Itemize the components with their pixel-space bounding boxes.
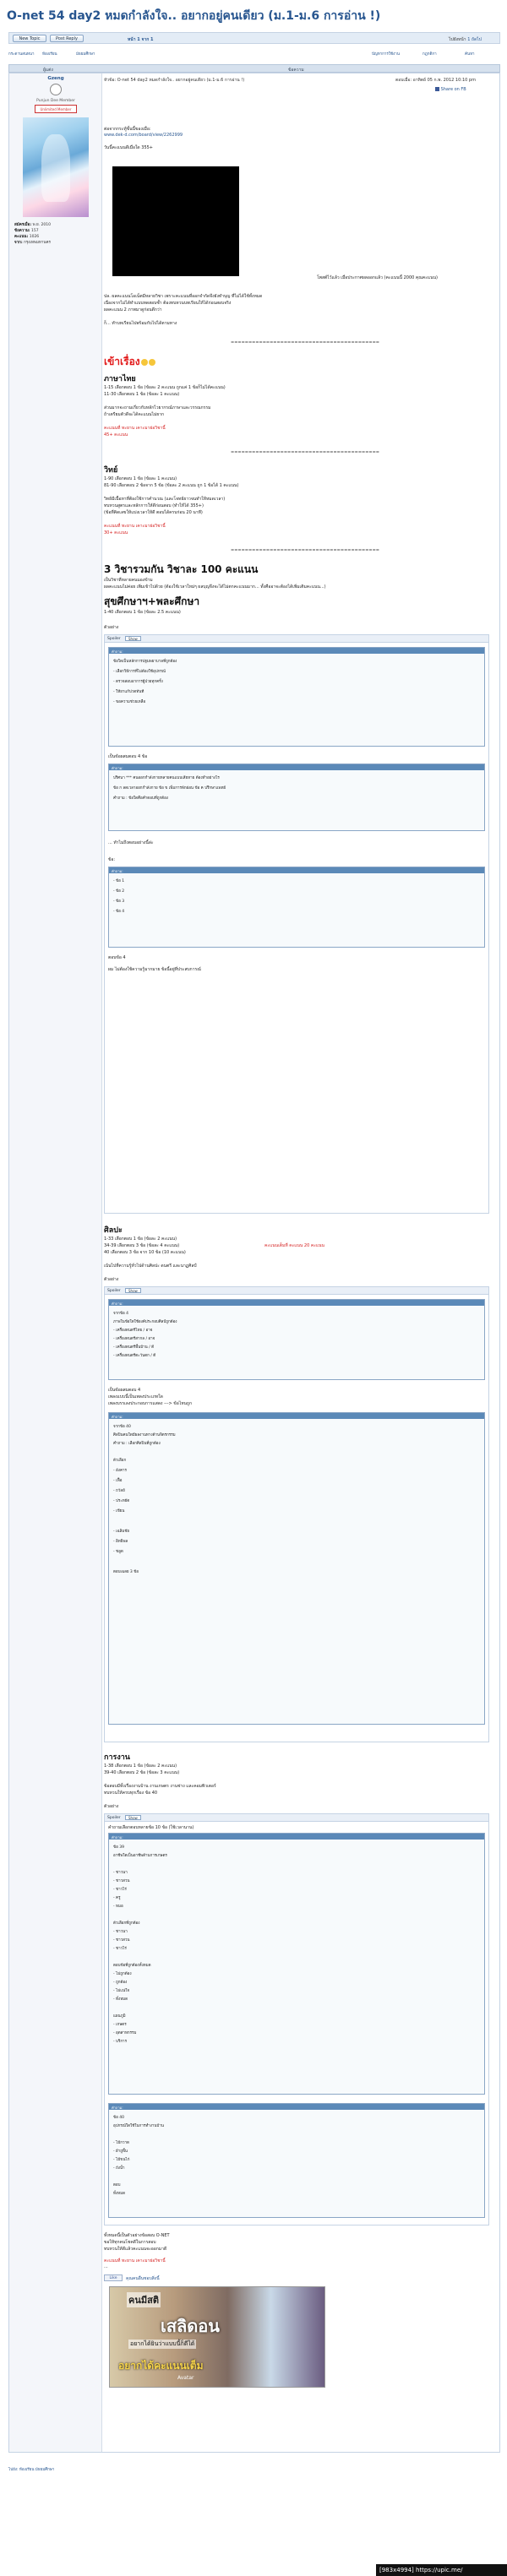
breadcrumb-secondary[interactable]: มัธยมศึกษา <box>76 52 95 57</box>
separator: ========================================== <box>231 340 379 345</box>
like-text[interactable]: คุณคนอื่นชอบสิ่งนี้ <box>126 2276 160 2281</box>
breadcrumb-classroom[interactable]: ห้องเรียน <box>42 52 57 57</box>
post <box>8 73 500 2453</box>
separator: ========================================== <box>231 548 379 553</box>
author-rank: Punjun Dee Member <box>36 99 75 103</box>
author-sidebar <box>9 73 102 2452</box>
quote-box: คำถาม: จากข้อ 4 ภาพในข้อใดใช้องค์ประกอบศิลป์ถูกต้อง - เครื่องดนตรีไทย / อาจ - เครื่องดนตรีสากล / อาจ - เครื่องดนตรีพื้นบ้าน / ดี - เครื่องดนตรีตะวันตก / ดี <box>108 1299 485 1380</box>
breadcrumb <box>8 49 500 57</box>
avatar <box>23 117 89 217</box>
post-reply-button[interactable]: Post Reply <box>50 35 84 42</box>
quote-box: คำถาม: ข้อ 39 อาชีพใดเป็นอาชีพด้านการเกษตร - ชาวนา - ชาวสวน - ชาวไร่ - ครู - หมอ ตัวเลือกที่ถูกต้อง - ชาวนา - ชาวสวน - ชาวไร่ ตอบข้อที่ถูกต้องทั้งหมด - ไม่ถูกต้อง - ถูกต้อง - ไม่แน่ใจ - ทั้งหมด แผนภูมิ - เกษตร - อุตสาหกรรม - บริการ <box>108 1833 485 2095</box>
watermark: [983x4994] https://upic.me/ <box>376 2564 507 2576</box>
action-bar <box>8 32 500 44</box>
art-spoiler: Spoiler Show คำถาม: จากข้อ 4 ภาพในข้อใดใช้องค์ประกอบศิลป์ถูกต้อง - เครื่องดนตรีไทย / อาจ - เครื่องดนตรีสากล / อาจ - เครื่องดนตรีพื้นบ้าน / ดี - เครื่องดนตรีตะวันตก / ดี เป็นข้อผสมตอบ 4 เพลงแบบนี้เป็นเพลงประเภทใด เพลงบรรเลงประกอบการแสดง ---> ข้อไหนถูก คำถาม: จากข้อ 40 ศิลปินคนใดมีผลงานทางด้านจิตรกรรม คำถาม : เลือกศิลปินที่ถูกต้อง ตัวเลือก - อังคาร - เฟื้อ - ถวัลย์ - ประหยัด - เขียน - เฉลิมชัย - อิทธิพล - ชลูด ตอบเฉลย 3 ข้อ <box>104 1286 489 1742</box>
quote-box: คำถาม: - ข้อ 1 - ข้อ 2 - ข้อ 3 - ข้อ 4 <box>108 867 485 948</box>
score-image-caption: โพสต์ไว้แล้ว เมื่อประกาศผลออกแล้ว (คะแนนนี้ 2000 คุณคะแนน) <box>317 275 438 280</box>
health-spoiler: Spoiler Show คำถาม: ข้อใดเป็นหลักการปฐมพยาบาลที่ถูกต้อง - เลือกวิธีการที่ไม่ต้องใช้อุปกรณ์ - ตรวจสอบอาการผู้ป่วยทุกครั้ง - ให้ยาแก้ปวดทันที - ขอความช่วยเหลือ เป็นข้อผสมตอบ 4 ข้อ คำถาม: ปริศนา *** คนออกกำลังกายหลายคนแบบเสียหาย ต้องทำอย่างไร ข้อ ก ลดเวลาออกกำลังกาย ข้อ ข เพิ่มการพักผ่อน ข้อ ค ปรึกษาแพทย์ คำถาม : ข้อใดคือคำตอบที่ถูกต้อง ... ทำไมถึงตอบอย่างนี้ล่ะ ข้อ: คำถาม: - ข้อ 1 - ข้อ 2 - ข้อ 3 - ข้อ 4 ตอบข้อ 4 ผม ไม่ต้องใช้ความรู้มากมาย ข้อนี้อยู่ที่ประสบการณ์ <box>104 634 489 1214</box>
spoiler-show-button[interactable]: Show <box>125 1288 141 1293</box>
page-link[interactable]: 1 <box>467 37 471 42</box>
page-indicator: หน้า 1 จาก 1 <box>128 37 154 42</box>
search-link[interactable]: ค้นหา <box>465 52 475 57</box>
post-subject: หัวข้อ: O-net 54 day2 หมดกำลังใจ.. อยากอยู่คนเดียว (ม.1-ม.6 การอ่าน !) <box>104 78 245 83</box>
quote-box: คำถาม: ข้อ 40 อุปกรณ์ใดใช้ในการทำงานบ้าน - ไม้กวาด - ผ้าถูพื้น - ไม้ขนไก่ - ถังน้ำ ตอบ ทั้งหมด <box>108 2103 485 2218</box>
facebook-icon <box>435 87 439 91</box>
work-spoiler: Spoiler Show คำถามเลือกตอบหลายข้อ 10 ข้อ (ใช้เวลานาน) คำถาม: ข้อ 39 อาชีพใดเป็นอาชีพด้านการเกษตร - ชาวนา - ชาวสวน - ชาวไร่ - ครู - หมอ ตัวเลือกที่ถูกต้อง - ชาวนา - ชาวสวน - ชาวไร่ ตอบข้อที่ถูกต้องทั้งหมด - ไม่ถูกต้อง - ถูกต้อง - ไม่แน่ใจ - ทั้งหมด แผนภูมิ - เกษตร - อุตสาหกรรม - บริการ คำถาม: ข้อ 40 อุปกรณ์ใดใช้ในการทำงานบ้าน - ไม้กวาด - ผ้าถูพื้น - ไม้ขนไก่ - ถังน้ำ ตอบ ทั้งหมด <box>104 1813 489 2225</box>
message-column: ข้อความ <box>288 68 304 73</box>
next-page-link[interactable]: ถัดไป <box>471 37 482 42</box>
thai-heading: ภาษาไทย <box>104 375 136 383</box>
smile-icon <box>149 359 155 366</box>
like-row <box>104 2274 498 2283</box>
work-score: ... <box>104 2264 108 2269</box>
post-header <box>104 75 498 85</box>
art-red-note: คะแนนเต็มที่ คะแนน 20 คะแนน <box>264 1243 324 1248</box>
quote-box: คำถาม: ปริศนา *** คนออกกำลังกายหลายคนแบบเสียหาย ต้องทำอย่างไร ข้อ ก ลดเวลาออกกำลังกาย ข้อ ข เพิ่มการพักผ่อน ข้อ ค ปรึกษาแพทย์ คำถาม : ข้อใดคือคำตอบที่ถูกต้อง <box>108 764 485 831</box>
jump-to-link[interactable]: ไปยัง: ห้องเรียน มัธยมศึกษา <box>8 2468 55 2472</box>
signature-banner: คนมีสติ เสลิดอน อยากได้ยินว่าแบบนี้ก็ดีได้ อยากได้คะแนนเต็ม Avatar <box>109 2286 325 2388</box>
rank-badge: Unlimited Member <box>35 105 77 113</box>
science-heading: วิทย์ <box>104 466 118 475</box>
new-topic-button[interactable]: New Topic <box>13 35 46 42</box>
quote-box: คำถาม: จากข้อ 40 ศิลปินคนใดมีผลงานทางด้านจิตรกรรม คำถาม : เลือกศิลปินที่ถูกต้อง ตัวเลือก - อังคาร - เฟื้อ - ถวัลย์ - ประหยัด - เขียน - เฉลิมชัย - อิทธิพล - ชลูด ตอบเฉลย 3 ข้อ <box>108 1412 485 1725</box>
breadcrumb-forum[interactable]: กระดานสนทนา <box>8 52 35 57</box>
art-heading: ศิลปะ <box>104 1226 123 1235</box>
thai-score: 45+ คะแนน <box>104 432 128 437</box>
smile-icon <box>141 359 148 366</box>
section-start-heading: เข้าเรื่อง <box>104 354 155 370</box>
spoiler-show-button[interactable]: Show <box>125 636 141 641</box>
like-button[interactable]: Like <box>104 2274 123 2281</box>
quote-box: คำถาม: ข้อใดเป็นหลักการปฐมพยาบาลที่ถูกต้อง - เลือกวิธีการที่ไม่ต้องใช้อุปกรณ์ - ตรวจสอบอาการผู้ป่วยทุกครั้ง - ให้ยาแก้ปวดทันที - ขอความช่วยเหลือ <box>108 647 485 747</box>
rules-link[interactable]: กฎกติกา <box>422 52 437 57</box>
work-heading: การงาน <box>104 1753 130 1762</box>
score-image <box>112 166 239 276</box>
share-facebook-button[interactable]: Share on FB <box>435 87 466 92</box>
thread-title[interactable]: O-net 54 day2 หมดกำลังใจ.. อยากอยู่คนเดียว (ม.1-ม.6 การอ่าน !) <box>7 9 381 23</box>
spoiler-show-button[interactable]: Show <box>125 1815 141 1820</box>
post-date: ตอบเมื่อ: อาทิตย์ 05 ก.พ. 2012 10:10 pm <box>395 78 476 83</box>
online-status-icon <box>50 84 62 95</box>
jump-to-forum <box>8 2466 500 2475</box>
three-subjects-heading: 3 วิชารวมกัน วิชาละ 100 คะแนน <box>104 563 259 575</box>
thread-header <box>8 64 500 73</box>
separator: ========================================== <box>231 450 379 455</box>
author-name[interactable]: Gzeng <box>47 76 64 81</box>
post-content: หัวข้อ: O-net 54 day2 หมดกำลังใจ.. อยากอยู่คนเดียว (ม.1-ม.6 การอ่าน !) ตอบเมื่อ: อาทิตย์ 05 ก.พ. 2012 10:10 pm Share on FB ต่อจากกระทู้ขั้นนี้ของเมื่อ: www.dek-d.com/board/view/2262999 วันนี้คะแนนดีเมื่อใด 355+ โพสต์ไว้แล้ว เมื่อประกาศผลออกแล้ว (คะแนนนี้ 2000 คุณคะแนน) ปล. ผลคะแนนโอเน็ตมีหลายวิชา เพราะคะแนนที่ออกจำกัดจึงยังทำบุญ ที่ไม่ได้ใช้ทั้งหมด เนื่องจากไม่ได้ทำแบบทดสอบซ้ำ ต้องทบทวนบทเรียนให้ได้ก่อนสอบจริง ผลคะแนน 2 ภาพมาดูก่อนดีกว่า ก็... ทำบทเรียนไปพร้อมกับไปได้ตามทาง ========================================== เข้าเรื่อง ภาษาไทย 1-15 เลือกตอบ 1 ข้อ (ข้อละ 2 คะแนน ถูกแค่ 1 ข้อก็ไม่ได้คะแนน) 11-30 เลือกตอบ 1 ข้อ (ข้อละ 1 คะแนน) ส่วนมากจะถามเกี่ยวกับหลักไวยากรณ์ภาษาและวรรณกรรม ถ้าเตรียมตัวดีจะได้คะแนนไม่ยาก คะแนนที่ ทะยาน เคาะมาย่อวิชานี้ 45+ คะแนน ========================================== วิทย์ 1-90 เลือกตอบ 1 ข้อ (ข้อละ 1 คะแนน) 81-90 เลือกตอบ 2 ข้อจาก 5 ข้อ (ข้อละ 2 คะแนน ถูก 1 ข้อได้ 1 คะแนน) วิทย์มีเนื้อหาที่ต้องใช้การคำนวณ (และโจทย์ยาวจนทำให้หมดเวลา) ทบทวนสูตรและหลักการให้ดีก่อนสอบ (ทำให้ได้ 355+) (ข้อที่คิดเลขให้แบ่งเวลาให้ดี ตอบได้ครบก่อน 20 นาที) คะแนนที่ ทะยาน เคาะมาย่อวิชานี้ 30+ คะแนน ========================================== 3 วิชารวมกัน วิชาละ 100 คะแนน เป็นวิชาที่หลายคนมองข้าม ผลคะแนนไม่ค่อย เพิ่มเข้าไปด้วย (ต้องใช้เวลาใหม่ๆ ผลบุญจึงจะได้ไม่ตกคะแนนมาก... ทั้งคืออาจะต้องได้เพิ่มเติมคะแนน...) สุขศึกษาฯ+พละศึกษา 1-40 เลือกตอบ 1 ข้อ (ข้อละ 2.5 คะแนน) ตัวอย่าง Spoiler Show คำถาม: ข้อใดเป็นหลักการปฐมพยาบาลที่ถูกต้อง - เลือกวิธีการที่ไม่ต้องใช้อุปกรณ์ - ตรวจสอบอาการผู้ป่วยทุกครั้ง - ให้ยาแก้ปวดทันที - ขอความช่วยเหลือ เป็นข้อผสมตอบ 4 ข้อ คำถาม: ปริศนา *** คนออกกำลังกายหลายคนแบบเสียหาย ต้องทำอย่างไร ข้อ ก ลดเวลาออกกำลังกาย ข้อ ข เพิ่มการพักผ่อน ข้อ ค ปรึกษาแพทย์ คำถาม : ข้อใดคือคำตอบที่ถูกต้อง ... ทำไมถึงตอบอย่างนี้ล่ะ ข้อ: คำถาม: - ข้อ 1 - ข้อ 2 - ข้อ 3 - ข้อ 4 ตอบข้อ 4 ผม ไม่ต้องใช้ความรู้มากมาย ข้อนี้อยู่ที่ประสบการณ์ ศิลปะ 1-33 เลือกตอบ 1 ข้อ (ข้อละ 2 คะแนน) 34-39 เลือกตอบ 3 ข้อ (ข้อละ 4 คะแนน) 40 เลือกตอบ 3 ข้อ จาก 10 ข้อ (10 คะแนน) คะแนนเต็มที่ คะแนน 20 คะแนน เน้นไปที่ความรู้ทั่วไปด้านศิลปะ ดนตรี และนาฏศิลป์ ตัวอย่าง Spoiler Show คำถาม: จากข้อ 4 ภาพในข้อใดใช้องค์ประกอบศิลป์ถูกต้อง - เครื่องดนตรีไทย / อาจ - เครื่องดนตรีสากล / อาจ - เครื่องดนตรีพื้นบ้าน / ดี - เครื่องดนตรีตะวันตก / ดี เป็นข้อผสมตอบ 4 เพลงแบบนี้เป็นเพลงประเภทใด เพลงบรรเลงประกอบการแสดง ---> ข้อไหนถูก คำถาม: จากข้อ 40 ศิลปินคนใดมีผลงานทางด้านจิตรกรรม คำถาม : เลือกศิลปินที่ถูกต้อง ตัวเลือก - อังคาร - เฟื้อ - ถวัลย์ - ประหยัด - เขียน - เฉลิมชัย - อิทธิพล - ชลูด ตอบเฉลย 3 ข้อ การงาน 1-38 เลือกตอบ 1 ข้อ (ข้อละ 2 คะแนน) 39-40 เลือกตอบ 2 ข้อ (ข้อละ 3 คะแนน) ข้อสอบมีทั้งเรื่องงานบ้าน งานเกษตร งานช่าง และคอมพิวเตอร์ ทบทวนให้ครบทุกเรื่อง ข้อ 40 ตัวอย่าง Spoiler Show คำถามเลือกตอบหลายข้อ 10 ข้อ (ใช้เวลานาน) คำถาม: ข้อ 39 อาชีพใดเป็นอาชีพด้านการเกษตร - ชาวนา - ชาวสวน - ชาวไร่ - ครู - หมอ ตัวเลือกที่ถูกต้อง - ชาวนา - ชาวสวน - ชาวไร่ ตอบข้อที่ถูกต้องทั้งหมด - ไม่ถูกต้อง - ถูกต้อง - ไม่แน่ใจ - ทั้งหมด แผนภูมิ - เกษตร - อุตสาหกรรม - บริการ คำถาม: ข้อ 40 อุปกรณ์ใดใช้ในการทำงานบ้าน - ไม้กวาด - ผ้าถูพื้น - ไม้ขนไก่ - ถังน้ำ ตอบ ทั้งหมด ทั้งหมดนี้เป็นตัวอย่างข้อสอบ O-NET ขอให้ทุกคนโชคดีในการสอบ ทบทวนให้ดีแล้วคะแนนจะออกมาดี คะแนนที่ ทะยาน เคาะมาย่อวิชานี้ ... Like คุณคนอื่นชอบสิ่งนี้ คนมีสติ เสลิดอน อยากได้ยินว่าแบบนี้ก็ดีได้ อยากได้คะแนนเต็ม Avatar <box>104 73 499 2452</box>
author-info: สมัครเมื่อ: พ.ย. 2010 ข้อความ: 157 คะแนน: 1026 จาก: กรุงเทพมหานคร <box>14 223 51 245</box>
help-link[interactable]: ปัญหาการใช้งาน <box>372 52 400 57</box>
page-jump: ไปยังหน้า 1 ถัดไป <box>449 37 482 42</box>
health-heading: สุขศึกษาฯ+พละศึกษา <box>104 595 200 607</box>
author-column: ผู้แต่ง <box>43 68 53 73</box>
reference-link[interactable]: www.dek-d.com/board/view/2262999 <box>104 133 183 138</box>
science-score: 30+ คะแนน <box>104 530 128 535</box>
